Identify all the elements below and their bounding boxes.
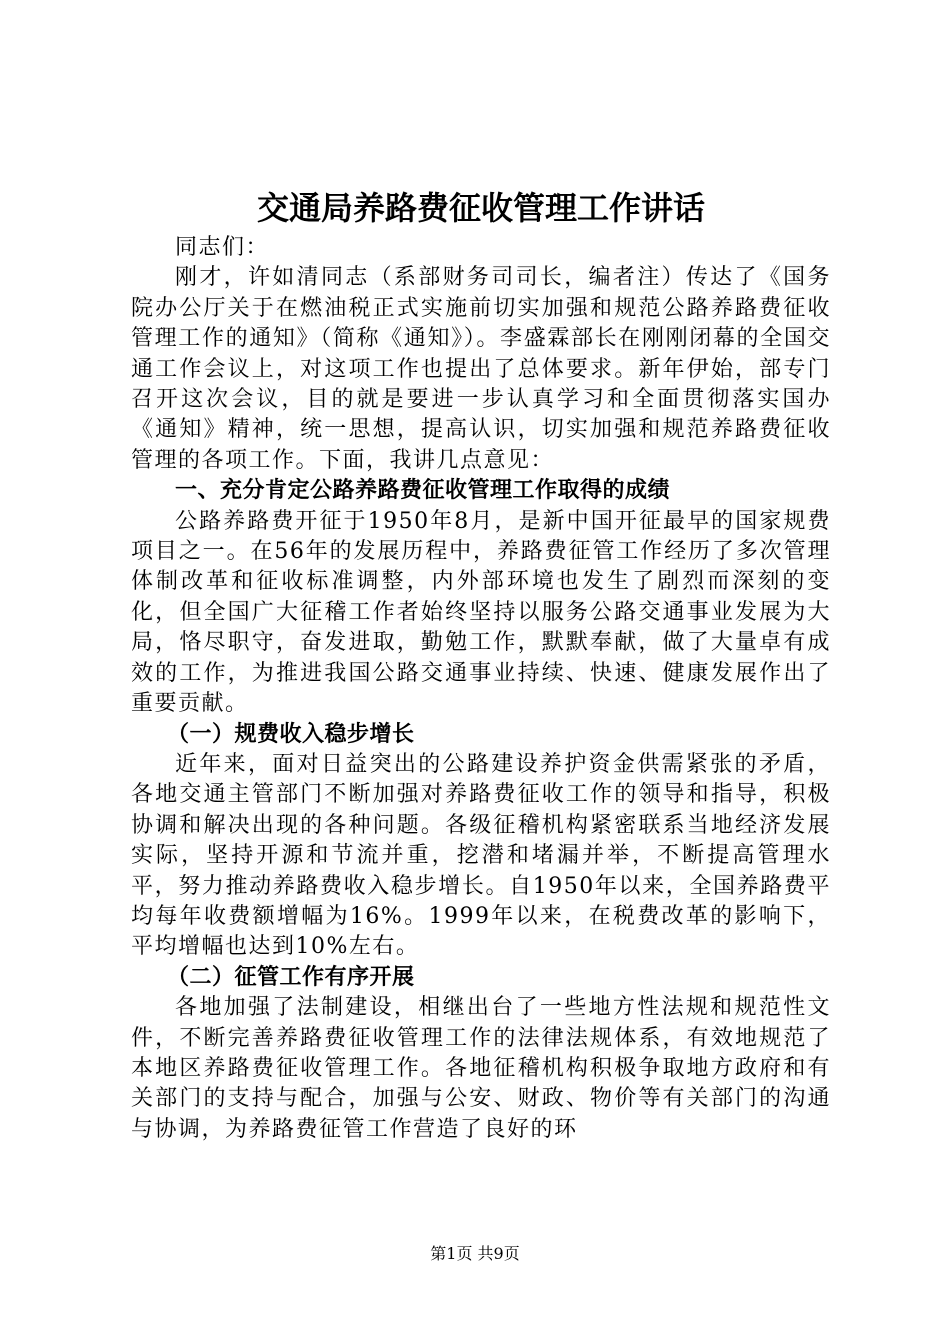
document-page	[131, 185, 831, 1145]
salutation: 同志们：	[175, 235, 270, 260]
subsection-1-paragraph: 近年来，面对日益突出的公路建设养护资金供需紧张的矛盾，各地交通主管部门不断加强对养路费征收工作的领导和指导，积极协调和解决出现的各种问题。各级征稽机构紧密联系当地经济发展实际，坚持开源和节流并重，挖潜和堵漏并举，不断提高管理水平，努力推动养路费收入稳步增长。自1950年以来，全国养路费平均每年收费额增幅为16%。1999年以来，在税费改革的影响下，平均增幅也达到10%左右。	[131, 751, 831, 960]
subsection-2-paragraph: 各地加强了法制建设，相继出台了一些地方性法规和规范性文件，不断完善养路费征收管理工作的法律法规体系，有效地规范了本地区养路费征收管理工作。各地征稽机构积极争取地方政府和有关部门的支持与配合，加强与公安、财政、物价等有关部门的沟通与协调，为养路费征管工作营造了良好的环	[131, 995, 831, 1142]
section-1-heading: 一、充分肯定公路养路费征收管理工作取得的成绩	[175, 478, 671, 504]
document-title: 交通局养路费征收管理工作讲话	[256, 189, 705, 227]
page-footer: 第1页 共9页	[430, 1244, 520, 1263]
subsection-2-heading: （二）征管工作有序开展	[167, 964, 415, 990]
intro-paragraph: 刚才，许如清同志（系部财务司司长，编者注）传达了《国务院办公厅关于在燃油税正式实施前切实加强和规范公路养路费征收管理工作的通知》（简称《通知》）。李盛霖部长在刚刚闭幕的全国交通工作会议上，对这项工作也提出了总体要求。新年伊始，部专门召开这次会议，目的就是要进一步认真学习和全面贯彻落实国办《通知》精神，统一思想，提高认识，切实加强和规范养路费征收管理的各项工作。下面，我讲几点意见：	[131, 265, 831, 473]
subsection-1-heading: （一）规费收入稳步增长	[167, 721, 415, 747]
section-1-paragraph: 公路养路费开征于1950年8月，是新中国开征最早的国家规费项目之一。在56年的发展历程中，养路费征管工作经历了多次管理体制改革和征收标准调整，内外部环境也发生了剧烈而深刻的变化，但全国广大征稽工作者始终坚持以服务公路交通事业发展为大局，恪尽职守，奋发进取，勤勉工作，默默奉献，做了大量卓有成效的工作，为推进我国公路交通事业持续、快速、健康发展作出了重要贡献。	[131, 508, 831, 717]
